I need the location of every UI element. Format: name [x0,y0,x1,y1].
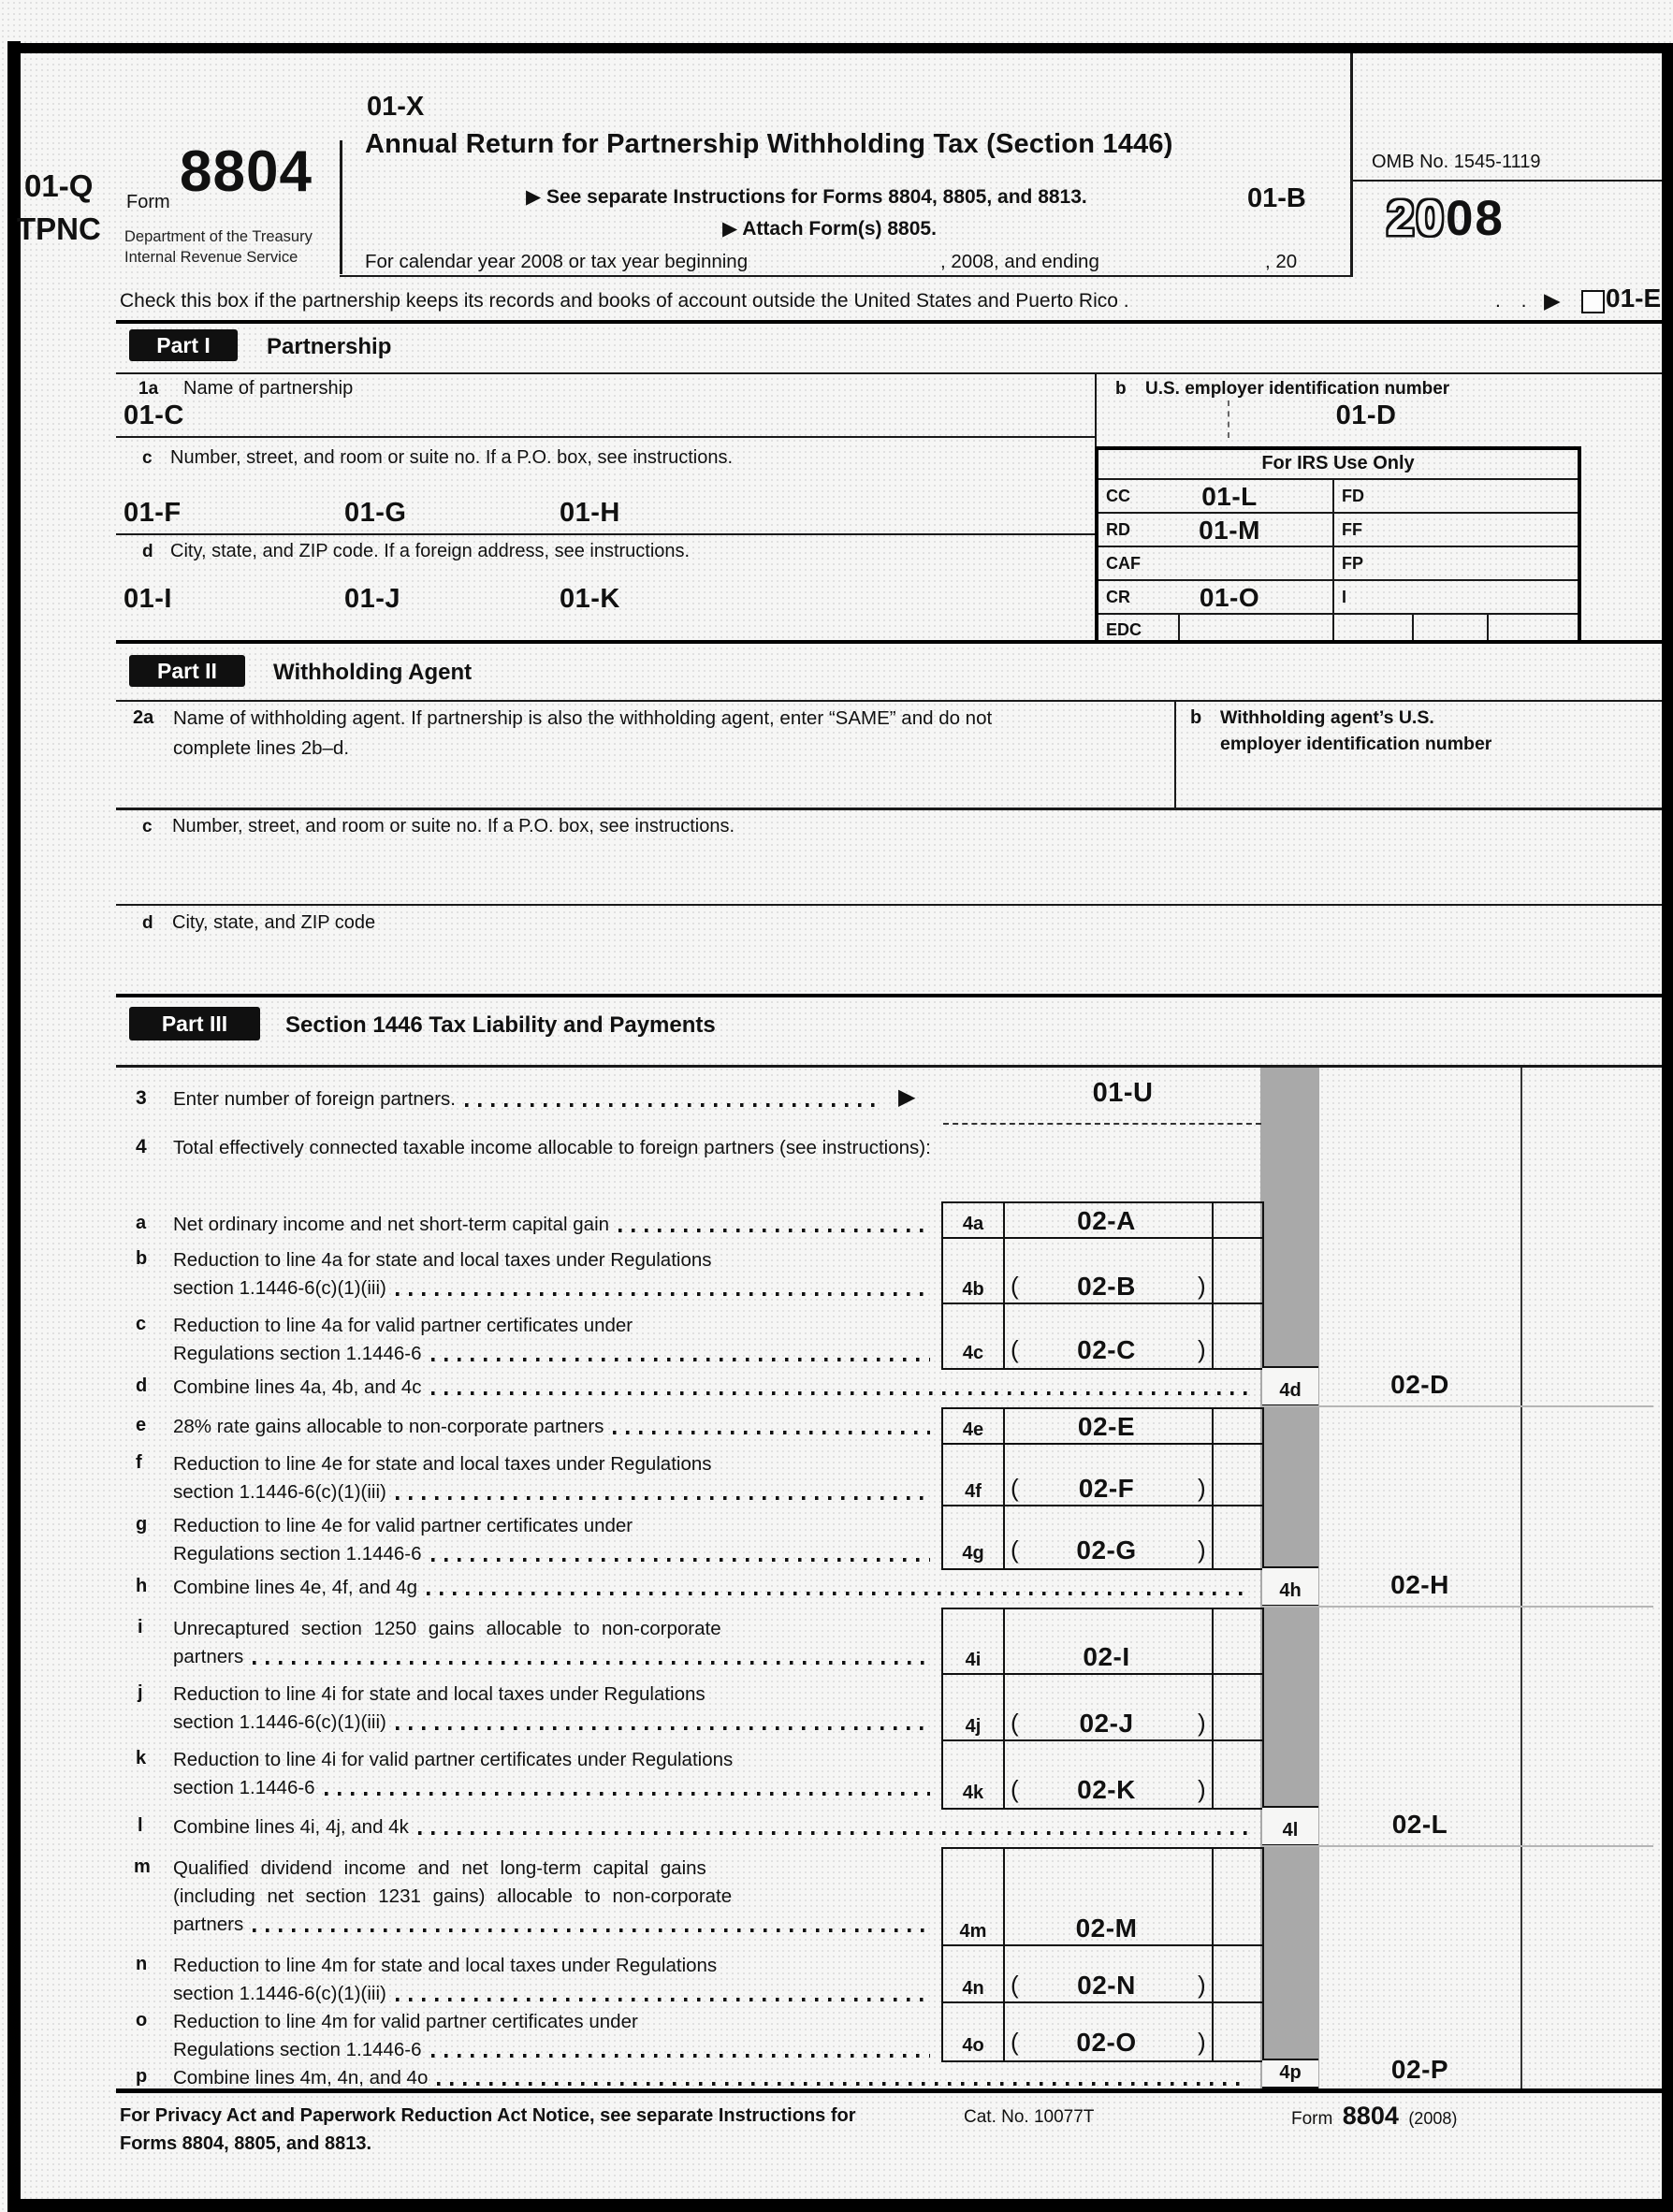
paren-open-4j: ( [1011,1709,1019,1737]
entry-num-4p: 4p [1279,2062,1302,2083]
part1-tab: Part I [129,329,238,361]
entry-num-4a: 4a [962,1214,984,1234]
row-k-desc [173,1746,936,1802]
calendar-underline [340,275,1352,277]
part2-bottom-rule [116,994,1662,997]
entry-value-4p[interactable]: 02-P [1390,2055,1449,2084]
line-1c-num: c [142,448,153,468]
line-1b-num: b [1115,379,1127,399]
entry-num-4i: 4i [965,1650,982,1670]
row-e-desc [173,1413,936,1441]
tax-year-outlined: 20 [1387,191,1446,246]
row-letter-c: c [136,1314,147,1334]
paren-close-4n: ) [1198,1971,1206,1999]
records-checkbox[interactable] [1581,290,1605,313]
entry-box-4i-4k [941,1608,1264,1810]
irs-row-rule-3 [1098,579,1578,581]
row-b-leader [396,1292,930,1296]
row-letter-j: j [138,1682,143,1703]
page-title: Annual Return for Partnership Withholding Tax (Section 1446) [365,129,1173,159]
entry-num-4n: 4n [962,1978,984,1999]
tax-year-solid: 08 [1445,191,1505,246]
part3-bottom-rule [116,2088,1662,2093]
row-d-desc [173,1374,1254,1402]
part1-title: Partnership [267,334,392,359]
partnership-city-field-2[interactable]: 01-J [344,584,401,614]
entry-row-4f[interactable] [943,1445,1262,1506]
row-l-text: Combine lines 4i, 4j, and 4k [173,1816,409,1838]
total-cell-4d [1262,1366,1318,1406]
entry-num-4f: 4f [965,1481,982,1502]
row-k-text-2: section 1.1446-6 [173,1777,315,1798]
line-1d-label: City, state, and ZIP code. If a foreign address, see instructions. [170,541,691,561]
entry-value-4f[interactable]: 02-F [1078,1474,1135,1503]
row-f-text-2: section 1.1446-6(c)(1)(iii) [173,1481,386,1503]
row-o-text-2: Regulations section 1.1446-6 [173,2039,422,2060]
form-number: 8804 [180,139,313,204]
entry-box-4m-4o [941,1847,1264,2062]
part3-tab: Part III [129,1007,260,1041]
entry-value-4m[interactable]: 02-M [1075,1914,1138,1943]
total-cell-4l [1262,1806,1318,1846]
calendar-line-part2: , 2008, and ending [940,251,1099,272]
row-g-text-2: Regulations section 1.1446-6 [173,1543,422,1564]
row-i-text-2: partners [173,1646,244,1667]
agent-street-field[interactable] [124,842,1621,898]
irs-rd-field[interactable]: 01-M [1199,516,1260,545]
row-d-leader [431,1391,1248,1395]
row-o-text-1: Reduction to line 4m for valid partner certificates under [173,2011,638,2032]
row-i-desc [173,1615,936,1671]
entry-box-4a-4c [941,1201,1264,1370]
entry-row-4m[interactable] [943,1849,1262,1946]
frame-top [7,43,1673,53]
row-letter-o: o [136,2010,148,2030]
line-2a-rule [116,808,1662,810]
row-h-desc [173,1574,1254,1602]
row-m-leader [253,1928,930,1932]
margin-code-q: 01-Q [24,168,94,203]
paren-open-4g: ( [1011,1535,1019,1564]
irs-cr-field[interactable]: 01-O [1199,583,1260,612]
row-p-text: Combine lines 4m, 4n, and 4o [173,2067,429,2088]
row-m-text-1: Qualified dividend income and net long-term capital gains [173,1857,706,1879]
entry-row-4i[interactable] [943,1609,1262,1675]
part1-bottom-rule [116,640,1662,644]
row-letter-g: g [136,1514,148,1535]
entry-value-4b[interactable]: 02-B [1077,1272,1136,1301]
row-i-leader [253,1661,930,1665]
row-o-leader [431,2054,930,2058]
records-check-arrow: ▶ [1544,288,1561,313]
irs-ff-label: FF [1342,520,1362,539]
total-cell-4h [1262,1566,1318,1607]
paren-close-4f: ) [1198,1474,1206,1502]
entry-row-4b[interactable] [943,1239,1262,1304]
irs-row-rule-2 [1098,546,1578,547]
row-g-text-1: Reduction to line 4e for valid partner certificates under [173,1515,633,1536]
part2-b-divider [1174,700,1176,808]
row-n-desc [173,1952,936,2008]
entry-row-4a[interactable] [943,1203,1262,1239]
rule-under-4d [1260,1405,1653,1407]
irs-rd-label: RD [1106,520,1130,539]
part3-right-cents-divider [1520,1068,1522,2088]
entry-row-4g[interactable] [943,1506,1262,1568]
row-l-desc [173,1813,1254,1841]
irs-row-rule-1 [1098,512,1578,514]
part2-tab: Part II [129,655,245,687]
irs-fp-label: FP [1342,554,1364,573]
entry-value-4h[interactable]: 02-H [1390,1570,1449,1599]
row-c-text-1: Reduction to line 4a for valid partner certificates under [173,1315,633,1336]
frame-bottom [7,2199,1673,2212]
privacy-notice-line2: Forms 8804, 8805, and 8813. [120,2133,372,2154]
irs-edc-divider-2 [1412,613,1414,640]
row-j-text-1: Reduction to line 4i for state and local taxes under Regulations [173,1683,706,1705]
partnership-street-field-1[interactable]: 01-F [124,498,182,528]
row-e-text: 28% rate gains allocable to non-corporate partners [173,1416,604,1437]
line-2b-label-1: Withholding agent’s U.S. [1220,707,1434,728]
line-4-num: 4 [136,1136,147,1157]
calendar-line-part1: For calendar year 2008 or tax year beginning [365,251,749,272]
total-cell-4p [1262,2059,1318,2088]
row-k-text-1: Reduction to line 4i for valid partner certificates under Regulations [173,1749,734,1770]
header-code-e: 01-E [1606,284,1662,313]
row-g-desc [173,1512,936,1568]
header-divider [340,140,342,274]
entry-row-4o[interactable] [943,2003,1262,2060]
entry-value-4g[interactable]: 02-G [1076,1535,1137,1564]
paren-open-4b: ( [1011,1272,1019,1300]
row-n-text-2: section 1.1446-6(c)(1)(iii) [173,1983,386,2004]
entry-num-4m: 4m [959,1921,987,1942]
row-g-leader [431,1558,930,1562]
footer-form-year: (2008) [1408,2109,1458,2128]
entry-row-4j[interactable] [943,1675,1262,1741]
entry-value-4o[interactable]: 02-O [1076,2028,1137,2057]
irs-use-only-box [1095,446,1581,644]
row-letter-n: n [136,1954,148,1974]
irs-row-rule-4 [1098,613,1578,615]
margin-code-tpnc: TPNC [17,211,101,246]
line-1c-label: Number, street, and room or suite no. If a P.O. box, see instructions. [170,447,734,468]
line-2b-num: b [1190,707,1202,728]
irs-i-label: I [1342,588,1347,606]
line-3-arrow: ▶ [898,1084,916,1110]
row-f-text-1: Reduction to line 4e for state and local taxes under Regulations [173,1453,712,1475]
row-letter-f: f [136,1452,142,1473]
records-check-line: Check this box if the partnership keeps its records and books of account outside the United States and Puerto Rico . [120,290,1129,312]
frame-left [7,41,21,2212]
row-j-leader [396,1726,930,1730]
line-2a-label-2: complete lines 2b–d. [173,737,350,759]
line-3-dashed-underline [943,1123,1261,1125]
line-2b-label-2: employer identification number [1220,734,1492,754]
entry-value-4j[interactable]: 02-J [1079,1709,1134,1738]
partnership-name-field[interactable]: 01-C [124,400,184,430]
partnership-city-field-1[interactable]: 01-I [124,584,172,614]
see-instructions-line: ▶ See separate Instructions for Forms 8804, 8805, and 8813. [526,186,1087,208]
line-2c-rule [116,904,1662,906]
row-f-leader [396,1496,930,1500]
irs-caf-label: CAF [1106,554,1141,573]
ein-dashed-divider [1228,400,1229,438]
attach-line: ▶ Attach Form(s) 8805. [722,218,937,240]
agent-city-field[interactable] [124,939,1621,986]
catalog-number: Cat. No. 10077T [964,2107,1095,2127]
omb-number: OMB No. 1545-1119 [1372,152,1541,172]
irs-cc-label: CC [1106,487,1130,505]
row-n-leader [396,1998,930,2001]
row-b-text-2: section 1.1446-6(c)(1)(iii) [173,1277,386,1299]
line-3-label: Enter number of foreign partners. [173,1088,456,1110]
paren-open-4f: ( [1011,1474,1019,1502]
partnership-city-field-3[interactable]: 01-K [560,584,620,614]
footer-form-word: Form [1291,2109,1333,2129]
agency-line-2: Internal Revenue Service [124,249,298,266]
row-a-leader [618,1229,930,1232]
paren-close-4j: ) [1198,1709,1206,1737]
row-b-desc [173,1246,936,1302]
entry-num-4b: 4b [962,1279,984,1300]
row-h-leader [427,1592,1248,1595]
row-n-text-1: Reduction to line 4m for state and local taxes under Regulations [173,1955,718,1976]
row-letter-i: i [138,1617,143,1637]
line-1d-num: d [142,542,153,561]
row-letter-h: h [136,1576,148,1596]
partnership-ein-field[interactable]: 01-D [1335,400,1397,430]
agency-line-1: Department of the Treasury [124,228,313,245]
partnership-street-field-3[interactable]: 01-H [560,498,620,528]
line-3-dot-leader [465,1103,883,1107]
line-2c-label: Number, street, and room or suite no. If a P.O. box, see instructions. [172,816,735,837]
entry-value-4a[interactable]: 02-A [1077,1206,1136,1235]
row-l-leader [418,1831,1248,1835]
foreign-partners-field[interactable]: 01-U [1092,1078,1154,1108]
entry-row-4k[interactable] [943,1741,1262,1808]
entry-value-4c[interactable]: 02-C [1077,1335,1136,1364]
row-m-text-2: (including net section 1231 gains) allocable to non-corporate [173,1885,733,1907]
part1-top-rule [116,372,1662,374]
entry-num-4l: 4l [1282,1820,1299,1841]
entry-num-4h: 4h [1279,1580,1302,1601]
irs-center-divider [1332,478,1334,640]
line-2a-label-1: Name of withholding agent. If partnership is also the withholding agent, enter “SAME” and do not [173,707,993,729]
frame-right [1662,43,1673,2212]
rule-under-4l [1260,1845,1653,1847]
row-b-text-1: Reduction to line 4a for state and local taxes under Regulations [173,1249,712,1271]
entry-value-4l[interactable]: 02-L [1391,1810,1448,1839]
irs-box-title: For IRS Use Only [1261,453,1415,473]
row-letter-p: p [136,2066,148,2087]
row-f-desc [173,1450,936,1506]
entry-num-4c: 4c [962,1343,984,1363]
paren-open-4o: ( [1011,2028,1019,2056]
row-i-text-1: Unrecaptured section 1250 gains allocable to non-corporate [173,1618,721,1639]
row-j-text-2: section 1.1446-6(c)(1)(iii) [173,1711,386,1733]
line-4-label: Total effectively connected taxable income allocable to foreign partners (see instructions): [173,1137,931,1158]
row-j-desc [173,1681,936,1737]
line-2d-label: City, state, and ZIP code [172,912,376,933]
part3-title: Section 1446 Tax Liability and Payments [285,1012,716,1038]
part1-b-divider [1095,372,1097,446]
row-k-leader [325,1792,930,1796]
row-c-text-2: Regulations section 1.1446-6 [173,1343,422,1364]
entry-box-4e-4g [941,1407,1264,1570]
row-letter-d: d [136,1375,148,1396]
entry-value-4k[interactable]: 02-K [1077,1775,1136,1804]
entry-row-4c[interactable] [943,1304,1262,1368]
row-letter-l: l [138,1815,143,1836]
row-c-leader [431,1358,930,1361]
irs-cc-field[interactable]: 01-L [1201,482,1258,511]
records-check-dots: . . [1495,290,1535,312]
row-letter-a: a [136,1213,147,1233]
entry-num-4j: 4j [965,1716,982,1737]
row-p-leader [437,2082,1248,2086]
part3-top-rule [116,1065,1662,1068]
form-word: Form [126,192,170,212]
irs-fd-label: FD [1342,487,1364,505]
line-1b-label: U.S. employer identification number [1145,379,1450,399]
row-letter-b: b [136,1248,148,1269]
line-2c-num: c [142,817,153,837]
line-1a-label: Name of partnership [183,378,354,399]
paren-close-4g: ) [1198,1535,1206,1564]
entry-value-4d[interactable]: 02-D [1390,1370,1449,1399]
row-letter-k: k [136,1748,147,1768]
row-letter-e: e [136,1415,147,1435]
entry-num-4k: 4k [962,1783,984,1803]
entry-row-4e[interactable] [943,1409,1262,1445]
row-letter-m: m [134,1856,151,1877]
line-3-num: 3 [136,1087,147,1109]
omb-underline [1350,180,1662,182]
header-bottom-rule [116,320,1662,324]
paren-close-4b: ) [1198,1272,1206,1300]
paren-open-4n: ( [1011,1971,1019,1999]
entry-value-4n[interactable]: 02-N [1077,1971,1136,2000]
privacy-notice-line1: For Privacy Act and Paperwork Reduction Act Notice, see separate Instructions for [120,2105,856,2126]
line-2a-num: 2a [133,707,154,728]
paren-close-4o: ) [1198,2028,1206,2056]
row-d-text: Combine lines 4a, 4b, and 4c [173,1376,422,1398]
irs-edc-divider-1 [1178,613,1180,640]
omb-divider [1350,53,1353,277]
part2-title: Withholding Agent [273,660,473,685]
paren-open-4c: ( [1011,1335,1019,1363]
entry-num-4d: 4d [1279,1380,1302,1401]
calendar-line-part3: , 20 [1265,251,1298,272]
part2-top-rule [116,700,1662,702]
entry-num-4g: 4g [962,1543,984,1564]
line-1a-rule [116,436,1095,438]
footer-form-number: 8804 [1342,2102,1399,2130]
entry-num-4o: 4o [962,2035,984,2056]
irs-cr-label: CR [1106,588,1130,606]
irs-edc-divider-3 [1487,613,1489,640]
paren-open-4k: ( [1011,1775,1019,1803]
row-a-desc [173,1211,936,1239]
rule-under-4h [1260,1606,1653,1608]
entry-value-4i[interactable]: 02-I [1083,1642,1130,1671]
entry-num-4e: 4e [962,1419,984,1440]
header-code-x: 01-X [367,92,425,122]
line-2d-num: d [142,913,153,933]
row-e-leader [613,1431,930,1434]
row-h-text: Combine lines 4e, 4f, and 4g [173,1577,417,1598]
irs-title-rule [1098,478,1578,480]
line-1c-rule [116,533,1095,535]
partnership-street-field-2[interactable]: 01-G [344,498,407,528]
header-code-b: 01-B [1247,183,1306,213]
row-c-desc [173,1312,936,1368]
row-m-desc [173,1855,936,1939]
entry-value-4e[interactable]: 02-E [1077,1412,1136,1441]
tax-year [1387,190,1505,247]
paren-close-4k: ) [1198,1775,1206,1803]
line-1a-num: 1a [138,379,159,399]
entry-row-4n[interactable] [943,1946,1262,2003]
irs-edc-label: EDC [1106,620,1142,639]
paren-close-4c: ) [1198,1335,1206,1363]
footer-form-id [1291,2102,1457,2131]
row-m-text-3: partners [173,1914,244,1935]
row-a-text: Net ordinary income and net short-term capital gain [173,1214,610,1235]
line-3-label-row [173,1085,889,1113]
row-o-desc [173,2008,936,2064]
